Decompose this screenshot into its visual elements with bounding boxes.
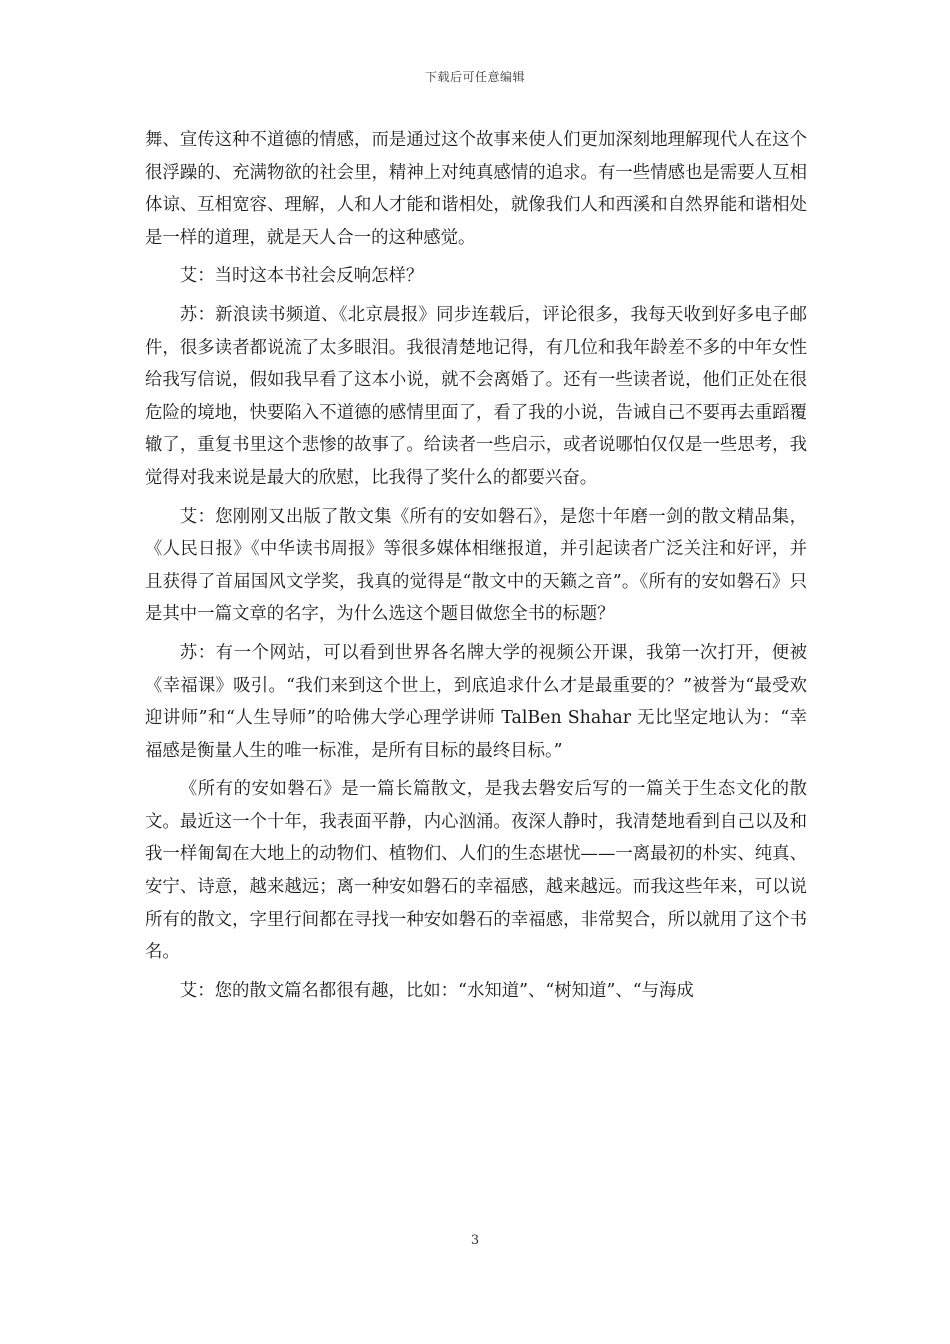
paragraph-question: 艾：您刚刚又出版了散文集《所有的安如磐石》，是您十年磨一剑的散文精品集，《人民日报》《中华读书周报》等很多媒体相继报道，并引起读者广泛关注和好评，并且获得了首届国风文学奖，我真的觉得是“散文中的天籁之音”。《所有的安如磐石》只是其中一篇文章的名字，为什么选这个题目做您全书的标题？ bbox=[145, 506, 807, 625]
page-number: 3 bbox=[470, 1233, 480, 1248]
page-header: 下载后可任意编辑 bbox=[424, 70, 525, 84]
paragraph-answer: 苏：新浪读书频道、《北京晨报》同步连载后，评论很多，我每天收到好多电子邮件，很多读者都说流了太多眼泪。我很清楚地记得，有几位和我年龄差不多的中年女性给我写信说，假如我早看了这本小说，就不会离婚了。还有一些读者说，他们正处在很危险的境地，快要陷入不道德的感情里面了，看了我的小说，告诫自己不要再去重蹈覆辙了，重复书里这个悲惨的故事了。给读者一些启示，或者说哪怕仅仅是一些思考，我觉得对我来说是最大的欣慰，比我得了奖什么的都要兴奋。 bbox=[145, 304, 807, 488]
paragraph-question: 艾：您的散文篇名都很有趣，比如：“水知道”、“树知道”、“与海成 bbox=[179, 980, 694, 1001]
paragraph-answer: 苏：有一个网站，可以看到世界各名牌大学的视频公开课，我第一次打开，便被《幸福课》吸引。“我们来到这个世上，到底追求什么才是最重要的？”被誉为“最受欢迎讲师”和“人生导师”的哈佛大学心理学讲师 TalBen Shahar 无比坚定地认为：“幸福感是衡量人生的唯一标准，是所有目标的最终目标。” bbox=[145, 642, 807, 761]
paragraph-continuation: 舞、宣传这种不道德的情感，而是通过这个故事来使人们更加深刻地理解现代人在这个很浮躁的、充满物欲的社会里，精神上对纯真感情的追求。有一些情感也是需要人互相体谅、互相宽容、理解，人和人才能和谐相处，就像我们人和西溪和自然界能和谐相处是一样的道理，就是天人合一的这种感觉。 bbox=[145, 130, 807, 248]
paragraph-question: 艾：当时这本书社会反响怎样？ bbox=[179, 266, 424, 287]
paragraph-answer-continued: 《所有的安如磐石》是一篇长篇散文，是我去磐安后写的一篇关于生态文化的散文。最近这一个十年，我表面平静，内心汹涌。夜深人静时，我清楚地看到自己以及和我一样匍匐在大地上的动物们、植物们、人们的生态堪忧——一离最初的朴实、纯真、安宁、诗意，越来越远；离一种安如磐石的幸福感，越来越远。而我这些年来，可以说所有的散文，字里行间都在寻找一种安如磐石的幸福感，非常契合，所以就用了这个书名。 bbox=[145, 779, 807, 963]
document-body bbox=[145, 124, 807, 1013]
